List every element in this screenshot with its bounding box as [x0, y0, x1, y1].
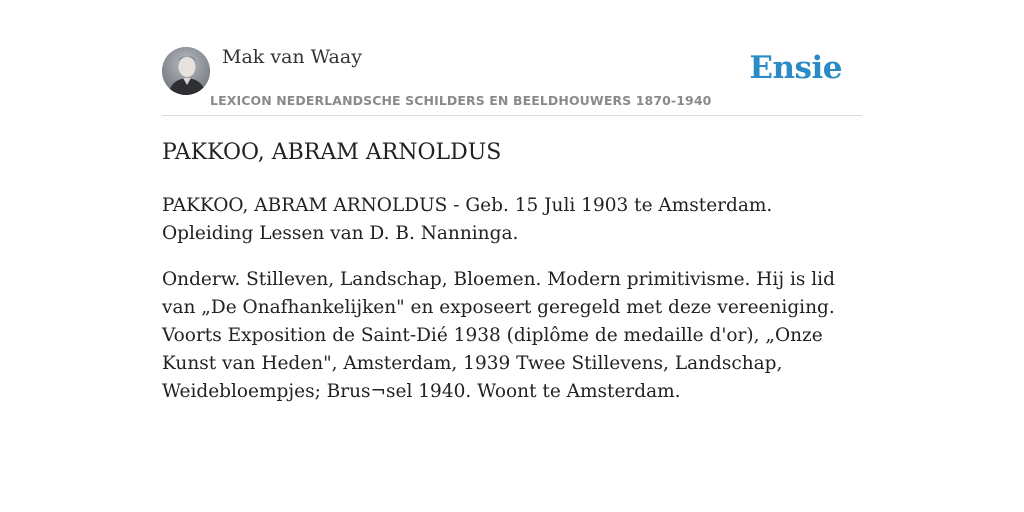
- ensie-logo[interactable]: Ensie: [749, 50, 842, 86]
- article-paragraph: Onderw. Stilleven, Landschap, Bloemen. Modern primitivisme. Hij is lid van „De Onafhankelijken" en exposeert geregeld met deze vereeniging. Voorts Exposition de Saint-Dié 1938 (diplôme de medaille d'or), „Onze Kunst van Heden", Amsterdam, 1939 Twee Stillevens, Landschap, Weidebloempjes; Brus¬sel 1940. Woont te Amsterdam.: [162, 269, 835, 402]
- source-title[interactable]: LEXICON NEDERLANDSCHE SCHILDERS EN BEELDHOUWERS 1870-1940: [210, 93, 712, 108]
- portrait-image: [162, 47, 210, 95]
- page-title: PAKKOO, ABRAM ARNOLDUS: [162, 140, 502, 165]
- author-avatar[interactable]: [162, 47, 210, 95]
- article-body: [162, 192, 862, 424]
- author-name[interactable]: Mak van Waay: [222, 46, 362, 68]
- article-paragraph: PAKKOO, ABRAM ARNOLDUS - Geb. 15 Juli 1903 te Amsterdam. Opleiding Lessen van D. B. Nanninga.: [162, 195, 773, 244]
- header: [162, 44, 862, 116]
- header-divider: [162, 115, 862, 116]
